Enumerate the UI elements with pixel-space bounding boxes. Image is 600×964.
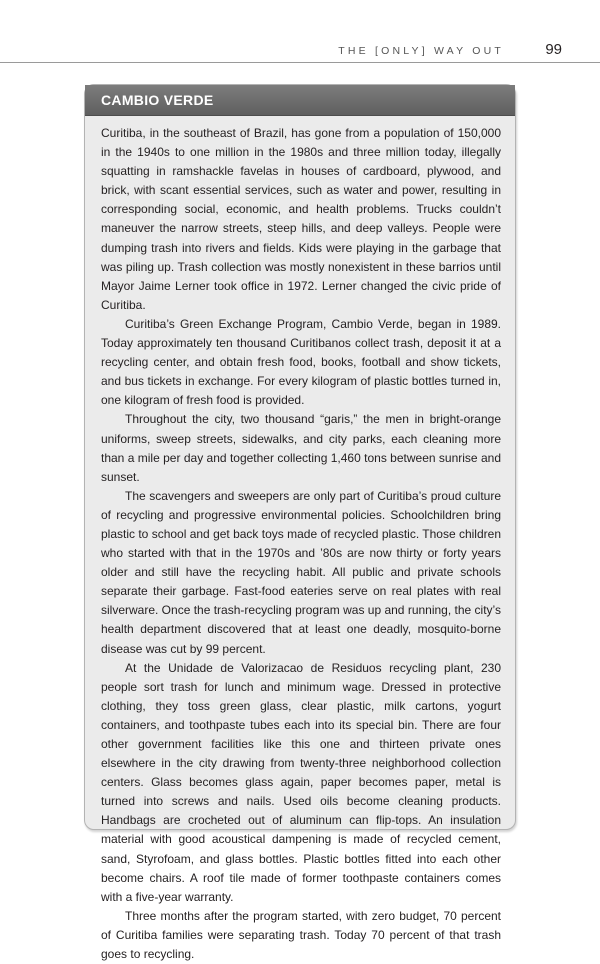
header-rule: [0, 62, 600, 63]
paragraph: Throughout the city, two thousand “garis,” the men in bright-orange uniforms, sweep streets, sidewalks, and city parks, each cleaning more than a mile per day and together collecting 1,460 tons between sunrise and sunset.: [101, 412, 501, 484]
paragraph: Curitiba’s Green Exchange Program, Cambio Verde, began in 1989. Today approximately ten thousand Curitibanos collect trash, deposit it at a recycling center, and obtain fresh food, books, football and show tickets, and bus tickets in exchange. For every kilogram of plastic bottles turned in, one kilogram of fresh food is provided.: [101, 316, 501, 408]
running-head: [0, 41, 600, 61]
page-number: 99: [545, 41, 562, 58]
paragraph: Three months after the program started, with zero budget, 70 percent of Curitiba families were separating trash. Today 70 percent of that trash goes to recycling.: [101, 908, 501, 962]
paragraph: The scavengers and sweepers are only part of Curitiba’s proud culture of recycling and progressive environmental policies. Schoolchildren bring plastic to school and get back toys made of recycled plastic. Those children who started with that in the 1970s and ’80s are now thirty or forty years older and still have the recycling habit. All public and private schools separate their garbage. Fast-food eateries serve on real plates with real silverware. Once the trash-recycling program was up and running, the city’s health department discovered that at least one deadly, mosquito-borne disease was cut by 99 percent.: [101, 488, 501, 656]
paragraph: Curitiba, in the southeast of Brazil, has gone from a population of 150,000 in the 1940s to one million in the 1980s and three million today, illegally squatting in ramshackle favelas in houses of cardboard, plywood, and brick, with scant essential services, such as water and power, resulting in corresponding social, economic, and health problems. Trucks couldn’t maneuver the narrow streets, steep hills, and deep valleys. People were dumping trash into rivers and fields. Kids were playing in the garbage that was piling up. Trash collection was mostly nonexistent in these barrios until Mayor Jaime Lerner took office in 1972. Lerner changed the civic pride of Curitiba.: [101, 126, 501, 312]
sidebar-title: CAMBIO VERDE: [101, 92, 214, 108]
paragraph: At the Unidade de Valorizacao de Residuos recycling plant, 230 people sort trash for lunch and minimum wage. Dressed in protective clothing, they toss green glass, clear plastic, milk cartons, yogurt containers, and toothpaste tubes each into its special bin. There are four other government facilities like this one and thirteen private ones elsewhere in the city drawing from twenty-three neighborhood collection centers. Glass becomes glass again, paper becomes paper, metal is turned into screws and nails. Used oils become cleaning products. Handbags are crocheted out of aluminum can flip-tops. An insulation material with good acoustical dampening is made of recycled cement, sand, Styrofoam, and glass bottles. Plastic bottles fitted into each other become chairs. A roof tile made of former toothpaste containers comes with a five-year warranty.: [101, 660, 501, 904]
running-head-title: THE [ONLY] WAY OUT: [338, 45, 504, 57]
sidebar-body: [85, 116, 515, 964]
sidebar-header: [85, 85, 515, 116]
sidebar-box: [84, 84, 516, 962]
